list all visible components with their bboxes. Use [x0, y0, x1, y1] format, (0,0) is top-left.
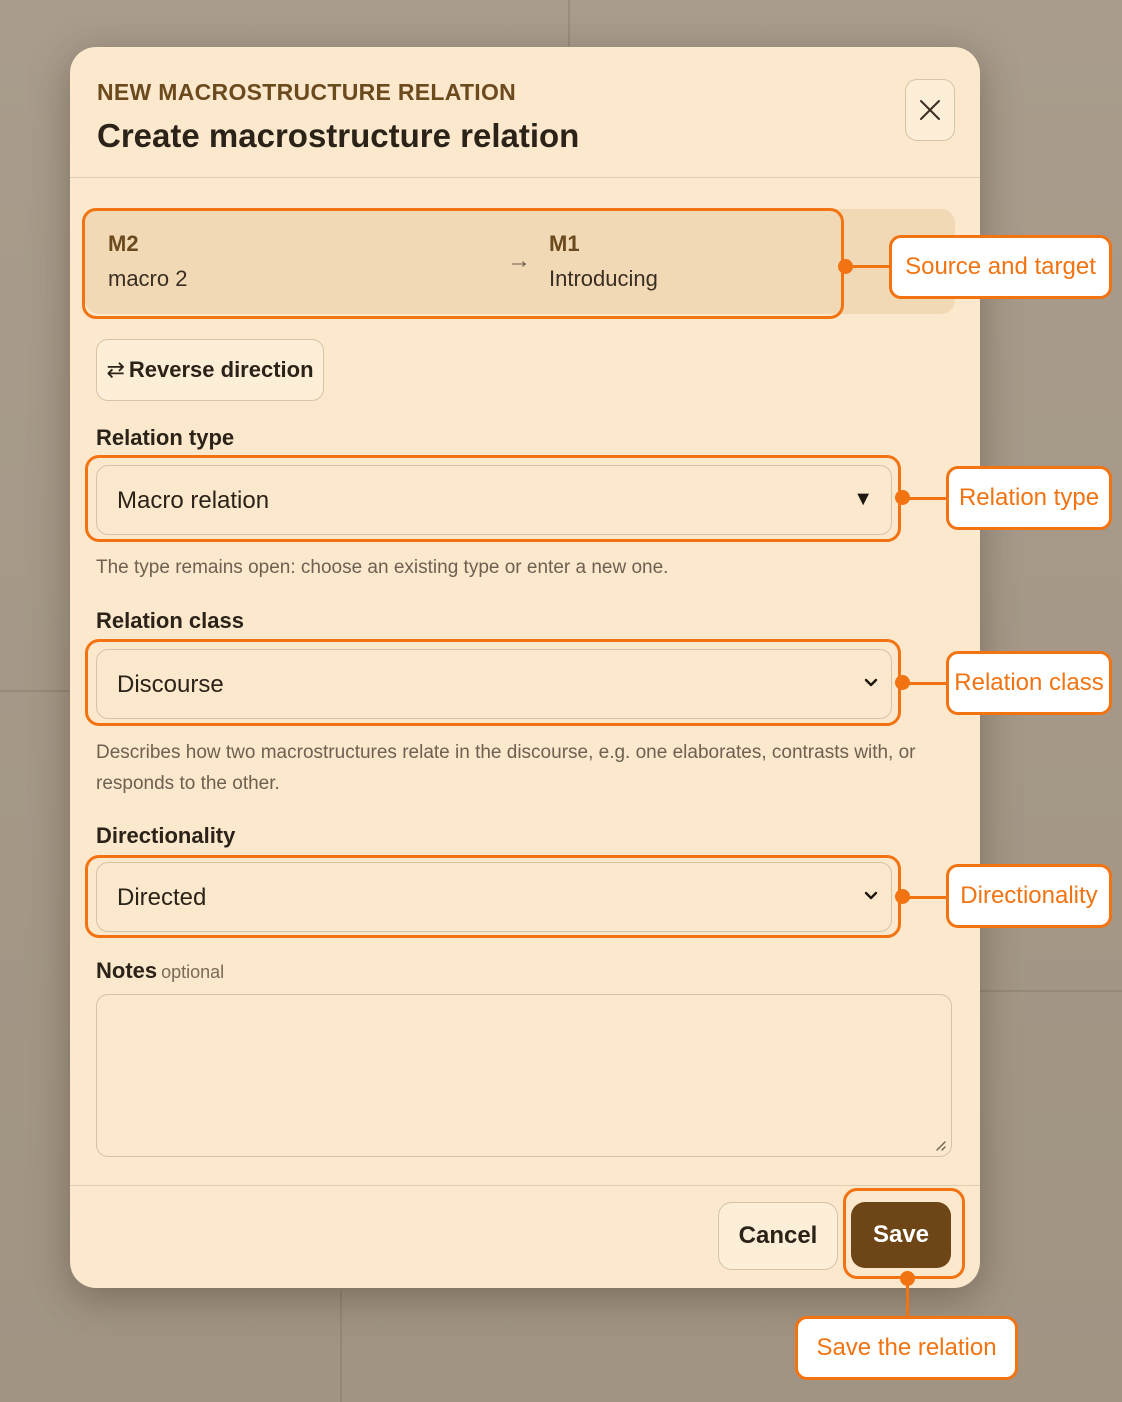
callout-relation-type: Relation type: [946, 466, 1112, 530]
relation-class-highlight: [85, 639, 901, 726]
callout-directionality: Directionality: [946, 864, 1112, 928]
callout-connector: [902, 896, 948, 899]
notes-label: [96, 958, 224, 984]
relation-class-help: Describes how two macrostructures relate in the discourse, e.g. one elaborates, contrasts with, or responds to the other.: [96, 742, 916, 794]
notes-optional-hint: optional: [161, 962, 225, 982]
relation-type-help: The type remains open: choose an existing type or enter a new one.: [96, 557, 669, 578]
target-label: Introducing: [549, 266, 658, 291]
relation-class-value: Discourse: [117, 671, 224, 698]
directionality-label: Directionality: [96, 823, 236, 848]
source-code: M2: [108, 231, 139, 256]
source-target-highlight: [82, 208, 844, 319]
callout-relation-class: Relation class: [946, 651, 1112, 715]
directionality-highlight: [85, 855, 901, 938]
relation-type-label: Relation type: [96, 425, 235, 450]
reverse-direction-button[interactable]: [96, 339, 324, 401]
backdrop-divider: [980, 990, 1122, 992]
save-button[interactable]: Save: [851, 1202, 951, 1268]
relation-type-highlight: [85, 455, 901, 542]
notes-label-text: Notes: [96, 958, 158, 983]
arrow-right-icon: →: [507, 247, 531, 274]
close-button[interactable]: [905, 79, 955, 141]
callout-connector: [845, 265, 891, 268]
save-highlight: [843, 1188, 965, 1279]
resize-handle-icon[interactable]: [933, 1138, 947, 1152]
backdrop-divider: [0, 690, 70, 692]
close-icon: [919, 99, 941, 121]
callout-connector: [902, 682, 948, 685]
callout-source-target: Source and target: [889, 235, 1112, 299]
target-code: M1: [549, 231, 580, 256]
dialog-eyebrow: NEW MACROSTRUCTURE RELATION: [97, 79, 517, 105]
callout-save: Save the relation: [795, 1316, 1018, 1380]
backdrop-divider: [568, 0, 570, 46]
relation-class-label: Relation class: [96, 608, 244, 633]
dialog-header: [70, 47, 980, 178]
caret-down-icon[interactable]: ▼: [853, 488, 873, 510]
swap-icon: ⇄: [106, 357, 125, 382]
reverse-direction-label: Reverse direction: [128, 357, 314, 382]
relation-type-value: Macro relation: [117, 487, 270, 514]
backdrop-divider: [340, 1290, 342, 1402]
callout-connector: [906, 1278, 909, 1316]
notes-textarea[interactable]: [96, 994, 952, 1157]
source-label: macro 2: [108, 266, 188, 291]
cancel-button[interactable]: Cancel: [718, 1202, 838, 1270]
directionality-value: Directed: [117, 884, 207, 911]
dialog-title: Create macrostructure relation: [97, 117, 580, 154]
callout-connector: [902, 497, 948, 500]
